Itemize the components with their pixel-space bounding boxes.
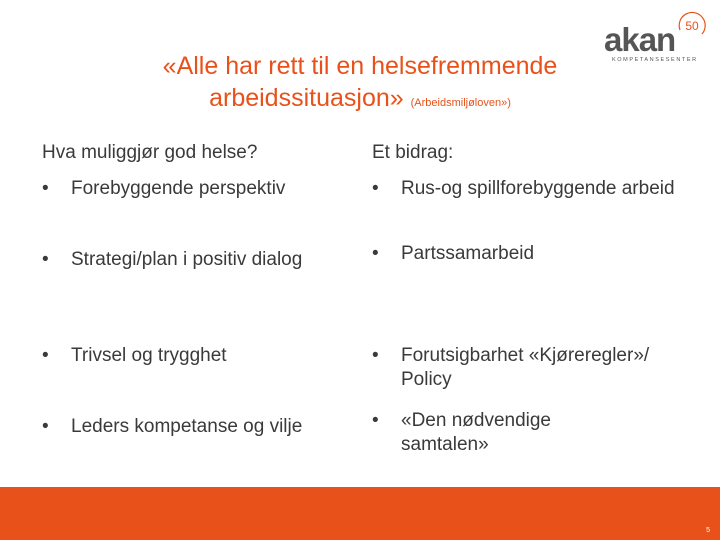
title-line-2-text: arbeidssituasjon» — [209, 84, 404, 112]
right-list-item — [372, 409, 642, 457]
left-column-heading: Hva muliggjør god helse? — [42, 142, 258, 163]
list-item-text: Forutsigbarhet «Kjøreregler»/ Policy — [401, 345, 650, 390]
left-list-item — [42, 177, 362, 201]
bullet: • — [42, 416, 49, 437]
right-list-item — [372, 242, 682, 266]
list-item-text: «Den nødvendige samtalen» — [401, 410, 551, 455]
title-line-1: «Alle har rett til en helsefremmende — [162, 52, 558, 80]
logo-subtitle: KOMPETANSESENTER — [612, 57, 698, 63]
left-list-item — [42, 415, 342, 439]
logo-brand: akan — [604, 21, 676, 58]
bullet: • — [42, 178, 49, 199]
list-item-text: Partssamarbeid — [401, 243, 535, 264]
bullet: • — [372, 345, 379, 366]
akan-logo — [600, 8, 712, 68]
bullet: • — [42, 249, 49, 270]
footer-bar — [0, 487, 720, 540]
list-item-text: Rus-og spillforebyggende arbeid — [401, 178, 675, 199]
page-number: 5 — [706, 527, 710, 534]
bullet: • — [42, 345, 49, 366]
title-line-2 — [0, 82, 720, 119]
anniversary-badge-icon — [676, 10, 708, 42]
bullet: • — [372, 243, 379, 264]
list-item-text: Strategi/plan i positiv dialog — [71, 249, 303, 270]
title-source: (Arbeidsmiljøloven») — [410, 97, 511, 109]
list-item-text: Forebyggende perspektiv — [71, 178, 286, 199]
list-item-text: Trivsel og trygghet — [71, 345, 227, 366]
bullet: • — [372, 178, 379, 199]
list-item-text: Leders kompetanse og vilje — [71, 416, 303, 437]
right-list-item — [372, 344, 662, 392]
right-column-heading: Et bidrag: — [372, 142, 454, 163]
badge-number: 50 — [685, 19, 699, 33]
right-list-item — [372, 177, 682, 201]
bullet: • — [372, 410, 379, 431]
left-list-item — [42, 248, 332, 272]
left-list-item — [42, 344, 362, 368]
